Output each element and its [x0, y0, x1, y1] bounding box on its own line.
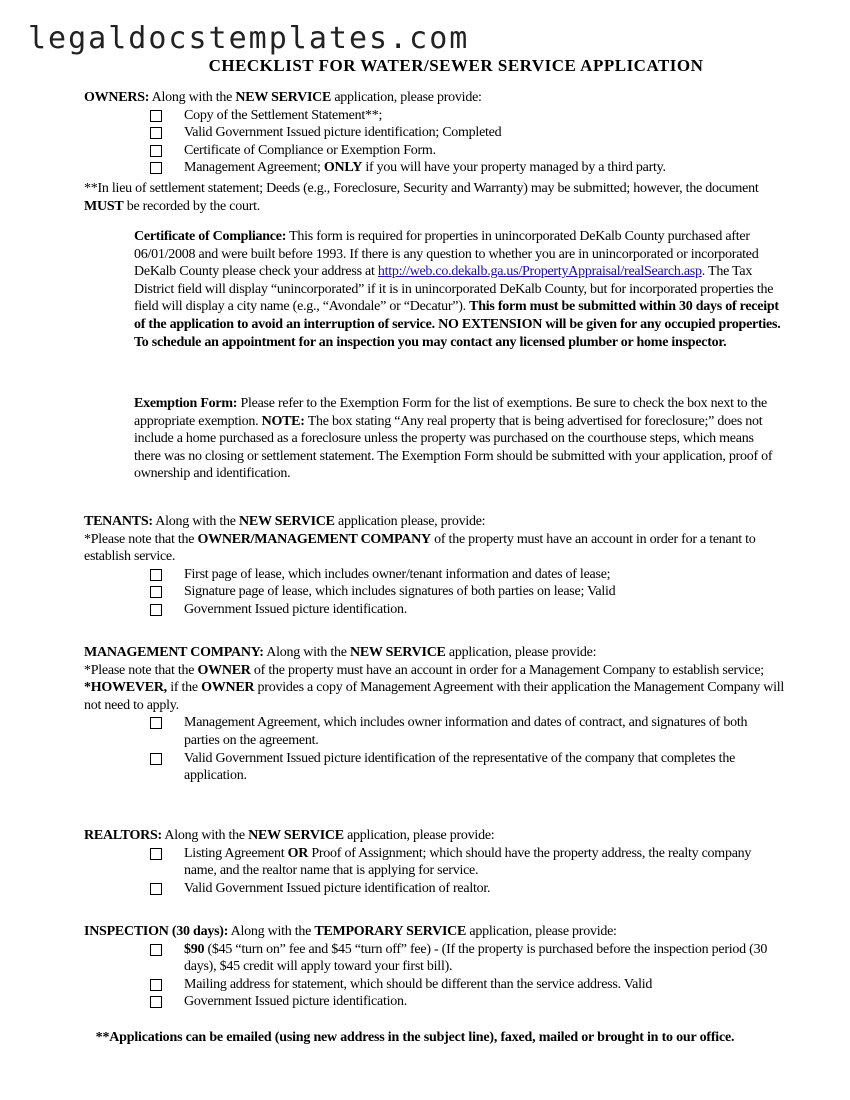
checklist-item: Certificate of Compliance or Exemption Form. [84, 142, 784, 160]
checkbox[interactable] [150, 586, 162, 598]
owners-intro-bold: NEW SERVICE [235, 90, 332, 105]
checkbox[interactable] [150, 753, 162, 765]
checklist-item: Listing Agreement OR Proof of Assignment; which should have the property address, the realty company name, and the realtor name that is applying for service. [84, 845, 784, 880]
checklist-item: Mailing address for statement, which should be different than the service address. Valid [84, 976, 784, 994]
checkbox[interactable] [150, 944, 162, 956]
owners-intro-b: application, please provide: [334, 90, 482, 105]
checklist-item: Signature page of lease, which includes signatures of both parties on lease; Valid [84, 583, 784, 601]
checklist-item: Government Issued picture identification. [84, 601, 784, 619]
checkbox[interactable] [150, 717, 162, 729]
checklist-item: Valid Government Issued picture identification; Completed [84, 124, 784, 142]
checklist-item: First page of lease, which includes owner/tenant information and dates of lease; [84, 566, 784, 584]
inspection-section: INSPECTION (30 days): Along with the TEMPORARY SERVICE application, please provide: $90 ($45 “turn on” fee and $45 “turn off” fee) - (If the property is purchased before the inspection period (30 days), $45 credit will apply toward your first bill). Mailing address for statement, which should be different than the service address. Valid Government Issued picture identification. [84, 923, 784, 1011]
management-note-1: *Please note that the OWNER of the property must have an account in order for a Management Company to establish service; [84, 662, 764, 678]
management-section: MANAGEMENT COMPANY: Along with the NEW SERVICE application, please provide: *Please note that the OWNER of the property must have an account in order for a Management Company to establish service; *HOWEVER, if the OWNER provides a copy of Management Agreement with their application the Management Company will not need to apply. Management Agreement, which includes owner information and dates of contract, and signatures of both parties on the agreement. Valid Government Issued picture identification of the representative of the company that completes the application. [84, 645, 785, 784]
owners-section [84, 89, 784, 215]
checklist-item: Management Agreement; ONLY if you will have your property managed by a third party. [84, 159, 784, 177]
checkbox[interactable] [150, 127, 162, 139]
checkbox[interactable] [150, 110, 162, 122]
checklist-item: Valid Government Issued picture identification of the representative of the company that completes the application. [84, 750, 784, 785]
footer-note: **Applications can be emailed (using new address in the subject line), faxed, mailed or brought in to our office. [95, 1030, 735, 1045]
checkbox[interactable] [150, 145, 162, 157]
checklist-item: Valid Government Issued picture identification of realtor. [84, 880, 784, 898]
owners-heading: OWNERS: [84, 90, 150, 105]
checkbox[interactable] [150, 883, 162, 895]
checkbox[interactable] [150, 569, 162, 581]
checklist-item: Copy of the Settlement Statement**; [84, 107, 784, 125]
page-title: CHECKLIST FOR WATER/SEWER SERVICE APPLICATION [208, 56, 704, 75]
watermark: legaldocstemplates.com [28, 21, 470, 56]
checklist-item: $90 ($45 “turn on” fee and $45 “turn off” fee) - (If the property is purchased before the inspection period (30 days), $45 credit will apply toward your first bill). [84, 941, 784, 976]
owners-intro-a: Along with the [151, 90, 233, 105]
checklist-item: Management Agreement, which includes owner information and dates of contract, and signatures of both parties on the agreement. [84, 714, 784, 749]
realtors-section: REALTORS: Along with the NEW SERVICE application, please provide: Listing Agreement OR Proof of Assignment; which should have the property address, the realty company name, and the realtor name that is applying for service. Valid Government Issued picture identification of realtor. [84, 827, 784, 897]
management-note-2: *HOWEVER, if the OWNER provides a copy of Management Agreement with their application the Management Company will not need to apply. [84, 680, 785, 713]
checklist-item: Government Issued picture identification. [84, 993, 784, 1011]
compliance-paragraph: Certificate of Compliance: This form is required for properties in unincorporated DeKalb County purchased after 06/01/2008 and were built before 1993. If there is any question to whether you are in unincorporated or incorporated DeKalb County please check your address at http://web.co.dekalb.ga.us/PropertyAppraisal/realSearch.asp. The Tax District field will display “unincorporated” if it is in unincorporated DeKalb County, but for incorporated properties the field will display a city name (e.g., “Avondale” or “Decatur”). This form must be submitted within 30 days of receipt of the application to avoid an interruption of service. NO EXTENSION will be given for any occupied properties. To schedule an appointment for an inspection you may contact any licensed plumber or home inspector. [134, 229, 781, 350]
checkbox[interactable] [150, 979, 162, 991]
tenants-note: *Please note that the OWNER/MANAGEMENT COMPANY of the property must have an account in order for a tenant to establish service. [84, 531, 756, 565]
checkbox[interactable] [150, 848, 162, 860]
tenants-section: TENANTS: Along with the NEW SERVICE application please, provide: *Please note that the OWNER/MANAGEMENT COMPANY of the property must have an account in order for a tenant to establish service. First page of lease, which includes owner/tenant information and dates of lease; Signature page of lease, which includes signatures of both parties on lease; Valid Government Issued picture identification. [84, 513, 784, 619]
exemption-paragraph: Exemption Form: Please refer to the Exemption Form for the list of exemptions. Be sure to check the box next to the appropriate exemption. NOTE: The box stating “Any real property that is being advertised for foreclosure;” does not include a home purchased as a foreclosure unless the property was purchased on the courthouse steps, which means there was no closing or settlement statement. The Exemption Form should be submitted with your application, proof of ownership and identification. [134, 396, 773, 482]
checkbox[interactable] [150, 162, 162, 174]
owners-note: **In lieu of settlement statement; Deeds (e.g., Foreclosure, Security and Warranty) may be submitted; however, the document MUST be recorded by the court. [84, 180, 759, 214]
property-appraisal-link[interactable]: http://web.co.dekalb.ga.us/PropertyAppraisal/realSearch.asp [377, 264, 702, 280]
checkbox[interactable] [150, 604, 162, 616]
checkbox[interactable] [150, 996, 162, 1008]
